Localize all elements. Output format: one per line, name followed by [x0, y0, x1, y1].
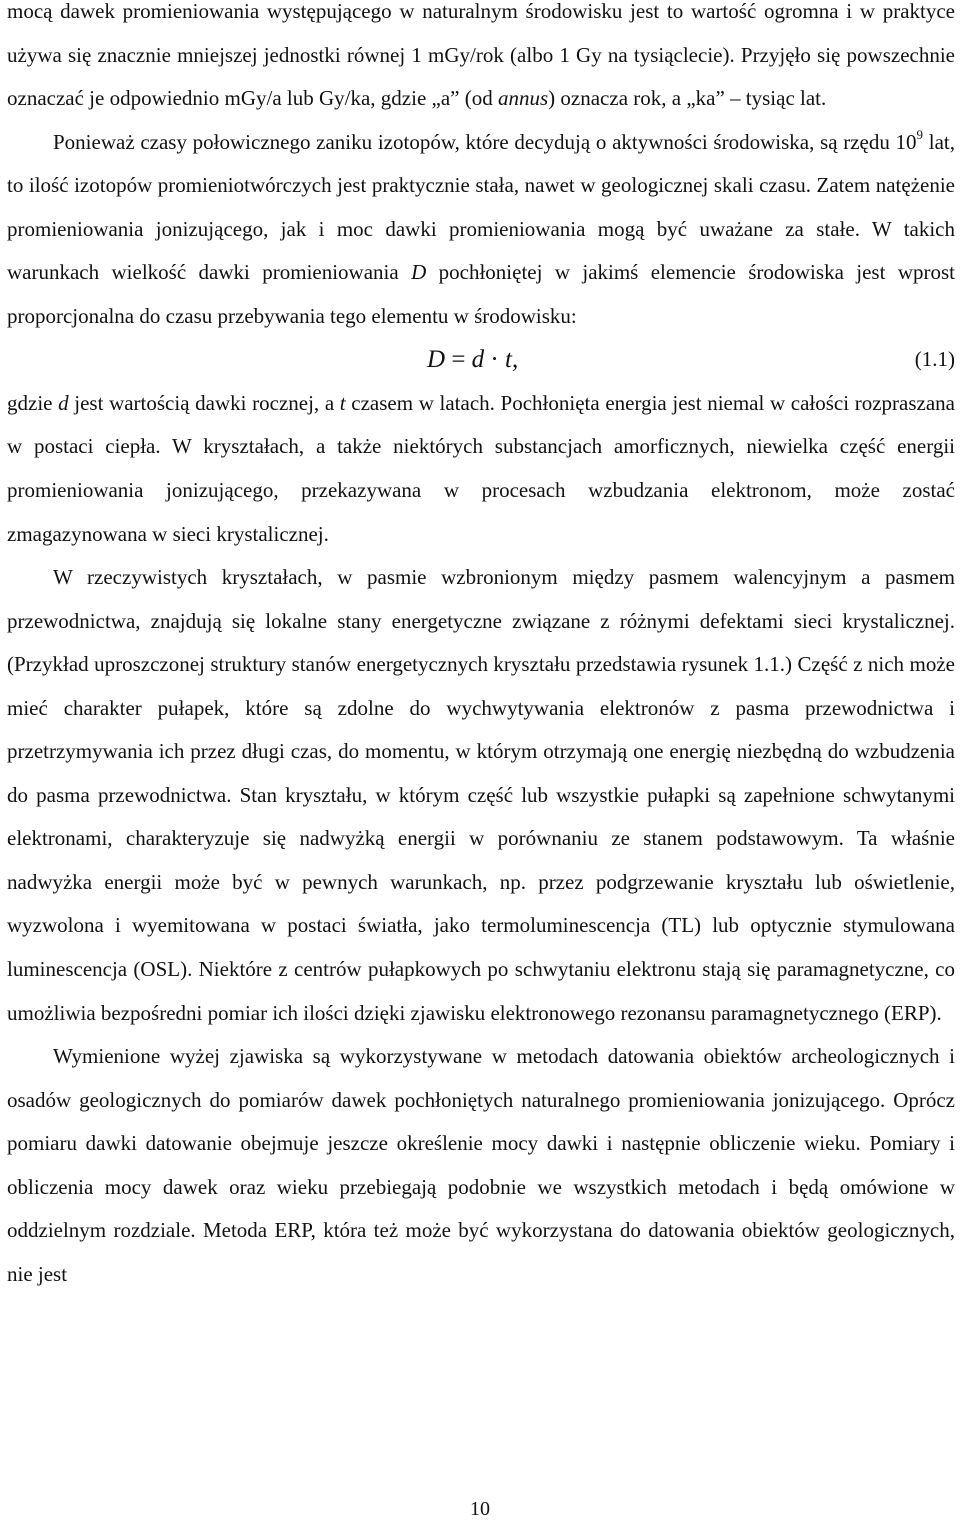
italic-term: annus	[497, 86, 549, 111]
equation-symbol-d: d	[471, 346, 485, 374]
text-run: W rzeczywistych kryształach, w pasmie wzbronionym między pasmem walencyjnym a pasmem przewodnictwa, znajdują się lokalne stany energetyczne związane z różnymi defektami sieci krystalicznej. (Przykład uproszczonej struktury stanów energetycznych kryształu przedstawia rysunek 1.1.) Część z nich może mieć charakter pułapek, które są zdolne do wychwytywania elektronów z pasma przewodnictwa i przetrzymywania ich przez długi czas, do momentu, w którym otrzymają one energię niezbędną do wzbudzenia do pasma przewodnictwa. Stan kryształu, w którym część lub wszystkie pułapki są zapełnione schwytanymi elektronami, charakteryzuje się nadwyżką energii w porównaniu ze stanem podstawowym. Ta właśnie nadwyżka energii może być w pewnych warunkach, np. przez podgrzewanie kryształu lub oświetlenie, wyzwolona i wyemitowana w postaci światła, jako termoluminescencja (TL) lub optycznie stymulowana luminescencja (OSL). Niektóre z centrów pułapkowych po schwytaniu elektronu stają się paramagnetyczne, co umożliwia bezpośredni pomiar ich ilości dzięki zjawisku elektronowego rezonansu paramagnetycznego (ERP).	[7, 565, 955, 1025]
italic-term: d	[58, 390, 69, 415]
text-run: lat, to ilość izotopów promieniotwórczych jest praktycznie stała, nawet w geologicznej skali czasu. Zatem natężenie promieniowania jonizującego, jak i moc dawki promieniowania mogą być uważane za stałe. W takich warunkach wielkość dawki promieniowania	[7, 129, 955, 285]
paragraph-units	[7, 0, 955, 121]
equation-comma: ,	[511, 346, 519, 374]
paragraph-dating-methods	[7, 1035, 955, 1296]
text-run: czasem w latach. Pochłonięta energia jest niemal w całości rozpraszana w postaci ciepła. W kryształach, a także niektórych substancjach amorficznych, niewielka część energii promieniowania jonizującego, przekazywana w procesach wzbudzania elektronom, może zostać zmagazynowana w sieci krystalicznej.	[7, 390, 955, 546]
equation-equals: =	[445, 346, 472, 374]
paragraph-dose-definition	[7, 382, 955, 556]
equation-body	[427, 338, 518, 382]
page-number: 10	[470, 1498, 490, 1520]
document-page	[7, 0, 955, 1296]
text-run: mocą dawek promieniowania występującego w naturalnym środowisku jest to wartość ogromna i w praktyce używa się znacznie mniejszej jednostki równej 1 mGy/rok (albo 1 Gy na tysiąclecie). Przyjęło się powszechnie oznaczać je odpowiednio mGy/a lub Gy/ka, gdzie „a” (od	[7, 0, 955, 111]
equation-symbol-t: t	[505, 346, 512, 374]
text-run: ) oznacza rok, a „ka” – tysiąc lat.	[548, 86, 827, 111]
italic-term: t	[339, 390, 346, 415]
italic-term: D	[411, 260, 427, 285]
paragraph-half-life	[7, 121, 955, 339]
equation-symbol-D: D	[427, 346, 446, 374]
equation-dot: ·	[484, 346, 505, 374]
equation-number: (1.1)	[914, 347, 955, 372]
equation-1-1	[7, 338, 955, 382]
text-run: gdzie	[7, 390, 59, 415]
paragraph-crystal-traps	[7, 556, 955, 1035]
superscript-exponent: 9	[916, 126, 924, 142]
text-run: Wymienione wyżej zjawiska są wykorzystywane w metodach datowania obiektów archeologicznych i osadów geologicznych do pomiarów dawek pochłoniętych naturalnego promieniowania jonizującego. Oprócz pomiaru dawki datowanie obejmuje jeszcze określenie mocy dawki i następnie obliczenie wieku. Pomiary i obliczenia mocy dawek oraz wieku przebiegają podobnie we wszystkich metodach i będą omówione w oddzielnym rozdziale. Metoda ERP, która też może być wykorzystana do datowania obiektów geologicznych, nie jest	[7, 1044, 955, 1286]
text-run: pochłoniętej w jakimś elemencie środowiska jest wprost proporcjonalna do czasu przebywania tego elementu w środowisku:	[7, 260, 955, 328]
text-run: Ponieważ czasy połowicznego zaniku izotopów, które decydują o aktywności środowiska, są rzędu 10	[53, 129, 917, 154]
text-run: jest wartością dawki rocznej, a	[68, 390, 340, 415]
